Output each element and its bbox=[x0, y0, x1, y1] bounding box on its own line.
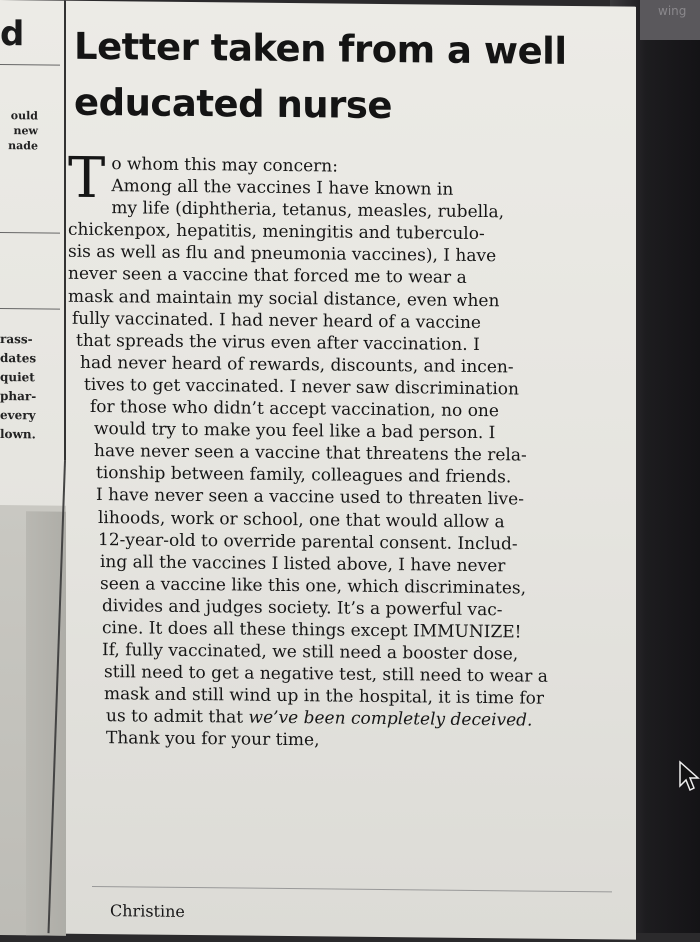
divider bbox=[0, 232, 60, 234]
text-line: cine. It does all these things except IMMUNIZE! bbox=[102, 618, 522, 643]
clipped-headline-letter: d bbox=[0, 14, 25, 55]
text-line: that spreads the virus even after vaccination. I bbox=[76, 330, 480, 355]
clipped-text-fragment: rass- dates quiet phar- every lown. bbox=[0, 332, 37, 442]
divider bbox=[0, 64, 60, 66]
text-line: never seen a vaccine that forced me to wear a bbox=[68, 264, 467, 289]
text-line: tionship between family, colleagues and friends. bbox=[96, 463, 512, 488]
text-line: 12-year-old to override parental consent. Includ- bbox=[98, 529, 518, 555]
greeting: o whom this may concern: bbox=[111, 154, 338, 177]
text-line: Among all the vaccines I have known in bbox=[111, 176, 454, 200]
text-line: fully vaccinated. I had never heard of a vaccine bbox=[72, 308, 481, 333]
letter-body bbox=[68, 145, 556, 755]
divider bbox=[92, 886, 612, 892]
text-line: lihoods, work or school, one that would allow a bbox=[98, 507, 505, 532]
text-line: ing all the vaccines I listed above, I have never bbox=[100, 551, 506, 576]
text-line: mask and maintain my social distance, even when bbox=[68, 286, 500, 311]
text-line: would try to make you feel like a bad person. I bbox=[94, 419, 496, 444]
headline bbox=[74, 19, 594, 136]
text-line: had never heard of rewards, discounts, and incen- bbox=[80, 352, 514, 378]
text-line: divides and judges society. It’s a powerful vac- bbox=[102, 595, 503, 621]
text-line: us to admit that we’ve been completely deceived. bbox=[106, 706, 533, 731]
column-rule bbox=[64, 1, 66, 461]
divider bbox=[0, 308, 60, 310]
closing-line: Thank you for your time, bbox=[106, 728, 320, 751]
text-line: my life (diphtheria, tetanus, measles, rubella, bbox=[111, 198, 505, 223]
emphasized-text: we’ve been completely deceived. bbox=[248, 707, 533, 731]
bezel-label: wing bbox=[640, 0, 700, 40]
headline-line: Letter taken from a well bbox=[74, 24, 567, 73]
text-line: for those who didn’t accept vaccination, no one bbox=[90, 396, 499, 422]
adjacent-column bbox=[0, 0, 64, 934]
clipped-text-fragment: ould new nade bbox=[8, 109, 38, 153]
text-line: seen a vaccine like this one, which discriminates, bbox=[100, 573, 527, 599]
text-line: still need to get a negative test, still need to wear a bbox=[104, 662, 548, 687]
mouse-cursor-icon bbox=[678, 760, 700, 792]
text-line: sis as well as flu and pneumonia vaccines), I have bbox=[68, 242, 497, 267]
headline-line: educated nurse bbox=[74, 80, 393, 128]
text-line: tives to get vaccinated. I never saw discrimination bbox=[84, 374, 519, 400]
signature: Christine bbox=[110, 901, 185, 921]
text-line: If, fully vaccinated, we still need a booster dose, bbox=[102, 640, 519, 665]
text-line: I have never seen a vaccine used to threaten live- bbox=[96, 485, 524, 510]
text-line: chickenpox, hepatitis, meningitis and tuberculo- bbox=[68, 219, 485, 245]
text-line: mask and still wind up in the hospital, it is time for bbox=[104, 684, 544, 709]
drop-cap: T bbox=[68, 145, 106, 212]
text-line: have never seen a vaccine that threatens the rela- bbox=[94, 441, 527, 466]
